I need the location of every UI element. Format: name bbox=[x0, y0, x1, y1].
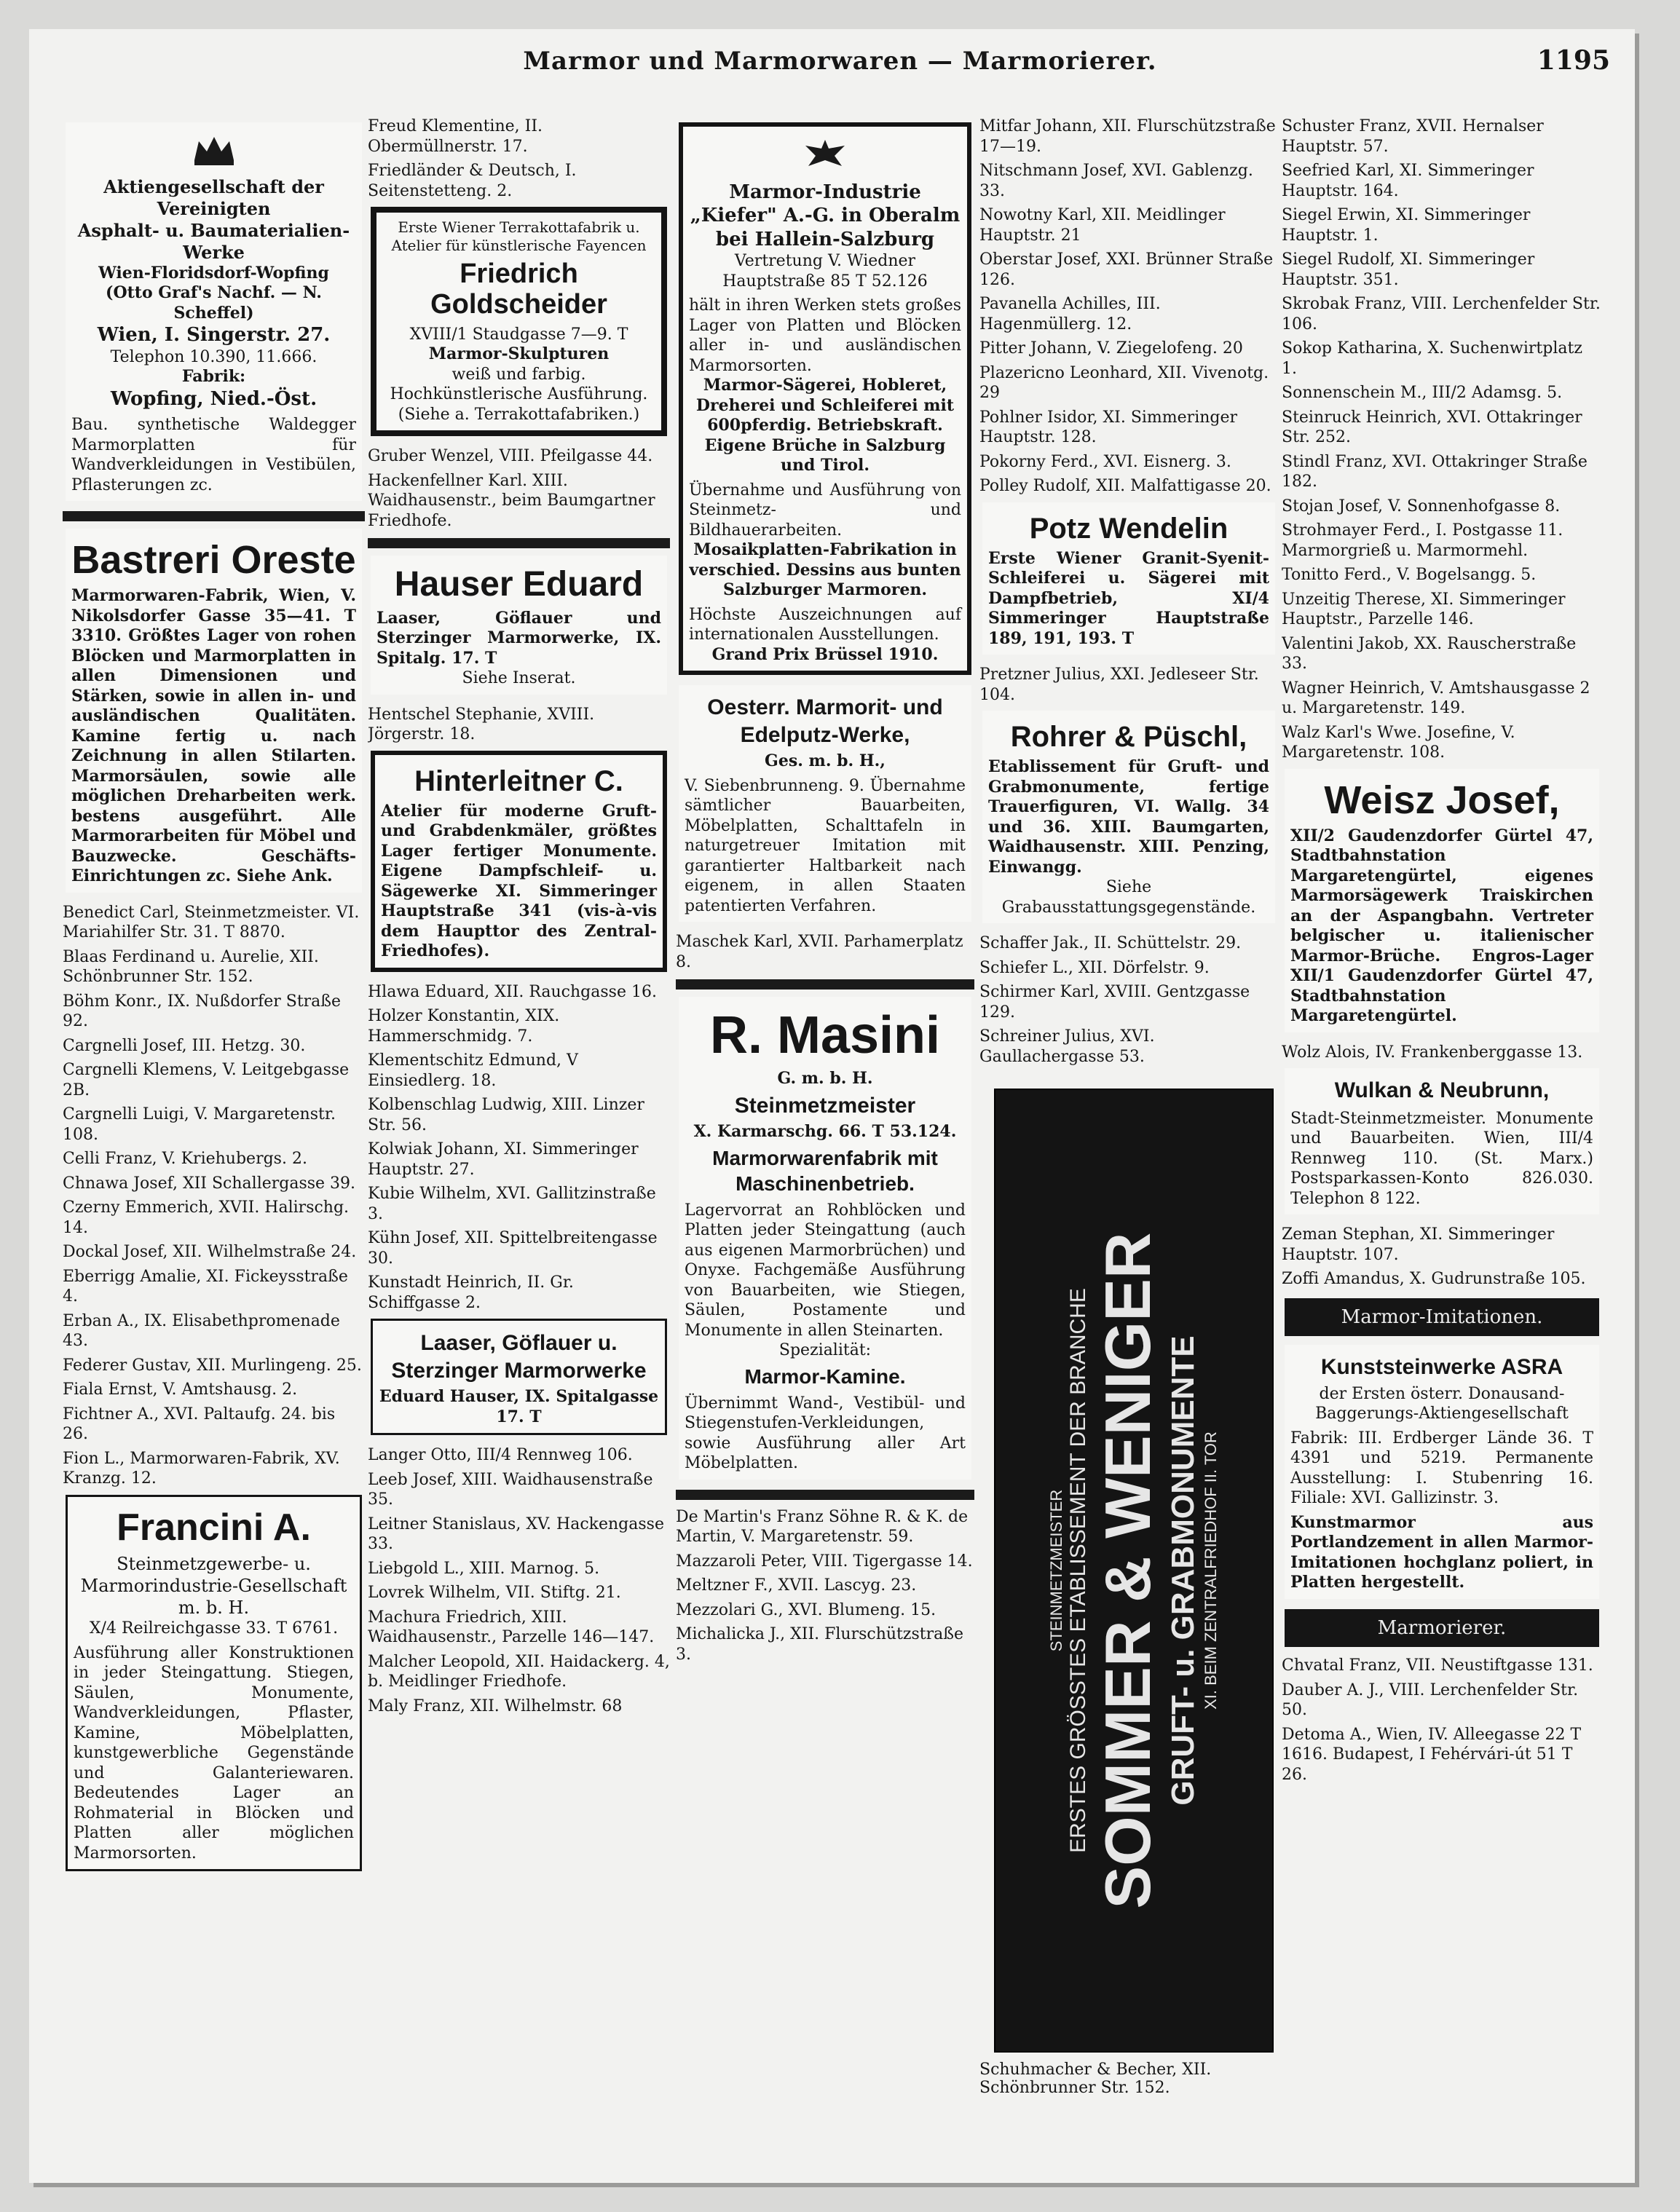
ad-highlight: Marmor-Kamine. bbox=[744, 1364, 906, 1388]
list-item: Maly Franz, XII. Wilhelmstr. 68 bbox=[368, 1696, 623, 1715]
list-item: Detoma A., Wien, IV. Alleegasse 22 T 1616. Budapest, I Fehérvári-út 51 T 26. bbox=[1282, 1725, 1582, 1784]
ad-line: Steinmetzmeister bbox=[734, 1093, 916, 1118]
list-item: Kunstadt Heinrich, II. Gr. Schiffgasse 2. bbox=[368, 1273, 574, 1312]
eagle-emblem-icon bbox=[800, 135, 851, 172]
ad-line: Spezialität: bbox=[778, 1341, 872, 1360]
list-item: Lovrek Wilhelm, VII. Stiftg. 21. bbox=[368, 1584, 621, 1603]
list-item: Klementschitz Edmund, V Einsiedlerg. 18. bbox=[368, 1051, 578, 1090]
list-item: Pokorny Ferd., XVI. Eisnerg. 3. bbox=[979, 452, 1231, 471]
ad-line: Ges. m. b. H., bbox=[765, 751, 886, 770]
crown-emblem-icon bbox=[189, 131, 240, 167]
list-item: Plazericno Leonhard, XII. Vivenotg. 29 bbox=[979, 363, 1269, 402]
ad-body: Erste Wiener Granit-Syenit-Schleiferei u. Sägerei mit Dampfbetrieb, XI/4 Simmeringer Hauptstraße 189, 191, 193. T bbox=[988, 548, 1269, 648]
ad-name: Hinterleitner C. bbox=[414, 765, 623, 797]
ad-body: Laaser, Göflauer und Sterzinger Marmorwerke, IX. Spitalg. 17. T bbox=[376, 608, 661, 668]
ad-line: G. m. b. H. bbox=[777, 1069, 873, 1089]
ad-body: Atelier für moderne Gruft- und Grabdenkmäler, größtes Lager fertiger Monumente. Eigene Dampfschleif- u. Sägewerke XI. Simmeringer Hauptstraße 341 (vis-à-vis dem Haupttor des Zentral-Friedhofes). bbox=[381, 801, 657, 961]
list-item: Dockal Josef, XII. Wilhelmstraße 24. bbox=[63, 1243, 357, 1262]
list-item: Holzer Konstantin, XIX. Hammerschmidg. 7. bbox=[368, 1007, 560, 1046]
column-2 bbox=[368, 116, 670, 2139]
ad-line: Asphalt- u. Baumaterialien-Werke bbox=[77, 219, 350, 263]
ad-masini bbox=[679, 997, 971, 1480]
list-item: Machura Friedrich, XIII. Waidhausenstr., Parzelle 146—147. bbox=[368, 1608, 655, 1647]
ad-line: Grand Prix Brüssel 1910. bbox=[711, 644, 939, 664]
list-item: Zoffi Amandus, X. Gudrunstraße 105. bbox=[1282, 1270, 1586, 1289]
ad-goldscheider bbox=[371, 207, 667, 436]
list-item: Mazzaroli Peter, VIII. Tigergasse 14. bbox=[676, 1552, 973, 1571]
list-item: Mezzolari G., XVI. Blumeng. 15. bbox=[676, 1600, 936, 1619]
entry-list bbox=[63, 903, 365, 1489]
list-item: Langer Otto, III/4 Rennweg 106. bbox=[368, 1446, 633, 1465]
ad-hinterleitner bbox=[371, 751, 667, 972]
ad-address: XVIII/1 Staudgasse 7—9. T bbox=[409, 325, 628, 344]
list-item: Siegel Erwin, XI. Simmeringer Hauptstr. 1. bbox=[1282, 206, 1531, 245]
divider bbox=[676, 1490, 974, 1500]
ad-hauser bbox=[371, 556, 667, 695]
list-item: Liebgold L., XIII. Marnog. 5. bbox=[368, 1559, 600, 1578]
list-item: Pitter Johann, V. Ziegelofeng. 20 bbox=[979, 339, 1243, 358]
ad-line: ERSTES GRÖSSTES ETABLISSEMENT DER BRANCHE bbox=[1066, 1288, 1090, 1853]
list-item: Pavanella Achilles, III. Hagenmüllerg. 12. bbox=[979, 295, 1161, 333]
section-heading-imitationen: Marmor-Imitationen. bbox=[1285, 1298, 1599, 1337]
list-item: Pretzner Julius, XXI. Jedleseer Str. 104. bbox=[979, 665, 1259, 704]
ad-reference: Siehe Inserat. bbox=[462, 669, 576, 688]
list-item: Kolbenschlag Ludwig, XIII. Linzer Str. 56. bbox=[368, 1096, 644, 1134]
ad-body: V. Siebenbrunneng. 9. Übernahme sämtlicher Bauarbeiten, Möbelplatten, Schalttafeln in naturgetreuer Imitation mit garantierter Haltbarkeit nach eigenem, in allen Staaten patentierten Verfahren. bbox=[685, 776, 966, 915]
ad-body: XII/2 Gaudenzdorfer Gürtel 47, Stadtbahnstation Margaretengürtel, eigenes Marmorsägewerk Traiskirchen an der Aspangbahn. Vertreter belgischer u. italienischer Marmor-Brüche. Engros-Lager XII/1 Gaudenzdorfer Gürtel 47, Stadtbahnstation Margaretengürtel. bbox=[1290, 826, 1593, 1026]
ad-highlight: Mosaikplatten-Fabrikation in verschied. Dessins aus bunten Salzburger Marmoren. bbox=[689, 540, 961, 599]
ad-line: Hochkünstlerische Ausführung. bbox=[390, 385, 648, 404]
ad-name: Potz Wendelin bbox=[1029, 512, 1229, 545]
list-item: Cargnelli Luigi, V. Margaretenstr. 108. bbox=[63, 1105, 336, 1144]
ad-line: Steinmetzgewerbe- u. Marmorindustrie-Gesellschaft m. b. H. bbox=[80, 1554, 347, 1619]
list-item: Malcher Leopold, XII. Haidackerg. 4, b. Meidlinger Friedhofe. bbox=[368, 1652, 670, 1691]
list-item: Eberrigg Amalie, XI. Fickeysstraße 4. bbox=[63, 1267, 348, 1306]
ad-marmorit bbox=[679, 685, 971, 922]
list-item: Fichtner A., XVI. Paltaufg. 24. bis 26. bbox=[63, 1405, 336, 1444]
list-item: Federer Gustav, XII. Murlingeng. 25. bbox=[63, 1356, 362, 1375]
ad-francini bbox=[66, 1495, 362, 1871]
page-number: 1195 bbox=[1537, 45, 1610, 76]
ad-address: XI. BEIM ZENTRALFRIEDHOF II. TOR bbox=[1202, 1431, 1220, 1710]
ad-line: STEINMETZMEISTER bbox=[1047, 1489, 1065, 1652]
ad-name: Kunststeinwerke ASRA bbox=[1320, 1355, 1563, 1380]
ad-name: Oesterr. Marmorit- und Edelputz-Werke, bbox=[707, 695, 943, 747]
column-5 bbox=[1282, 116, 1602, 2139]
list-item: Blaas Ferdinand u. Aurelie, XII. Schönbrunner Str. 152. bbox=[63, 947, 319, 987]
column-1 bbox=[63, 116, 365, 2139]
list-item: Hentschel Stephanie, XVIII. Jörgerstr. 18. bbox=[368, 705, 595, 744]
list-item: Leitner Stanislaus, XV. Hackengasse 33. bbox=[368, 1514, 664, 1554]
column-3 bbox=[676, 116, 974, 2139]
list-item: Hackenfellner Karl. XIII. Waidhausenstr., beim Baumgartner Friedhofe. bbox=[368, 471, 655, 530]
list-item: Chnawa Josef, XII Schallergasse 39. bbox=[63, 1174, 356, 1193]
divider bbox=[368, 538, 670, 548]
list-item: Oberstar Josef, XXI. Brünner Straße 126. bbox=[979, 250, 1274, 289]
list-item: Nowotny Karl, XII. Meidlinger Hauptstr. 21 bbox=[979, 206, 1226, 245]
list-item: Benedict Carl, Steinmetzmeister. VI. Mariahilfer Str. 31. T 8870. bbox=[63, 903, 360, 942]
ad-rohrer bbox=[982, 711, 1275, 923]
ad-phone: Telephon 10.390, 11.666. bbox=[110, 347, 318, 366]
list-item: Stojan Josef, V. Sonnenhofgasse 8. bbox=[1282, 497, 1561, 516]
ad-body: Etablissement für Gruft- und Grabmonumente, fertige Trauerfiguren, VI. Wallg. 34 und 36. XIII. Baumgarten, Waidhausenstr. XIII. Penzing, Einwangg. bbox=[988, 757, 1269, 877]
ad-line: Fabrik: bbox=[181, 367, 246, 386]
list-item: Schirmer Karl, XVIII. Gentzgasse 129. bbox=[979, 983, 1250, 1022]
ad-highlight: Marmor-Sägerei, Hobleret, Dreherei und Schleiferei mit 600pferdig. Betriebskraft. bbox=[695, 376, 955, 435]
list-item: Meltzner F., XVII. Lascyg. 23. bbox=[676, 1576, 917, 1595]
list-item: Tonitto Ferd., V. Bogelsangg. 5. bbox=[1282, 566, 1537, 584]
list-item: Michalicka J., XII. Flurschützstraße 3. bbox=[676, 1625, 963, 1664]
ad-name: SOMMER & WENIGER bbox=[1092, 1232, 1164, 1909]
ad-body: Lagervorrat an Rohblöcken und Platten jeder Steingattung (auch aus eigenen Marmorbrüchen) und Onyxe. Fachgemäße Ausführung von Bauarbeiten, wie Stiegen, Säulen, Postamente und Monumente in allen Steinarten. bbox=[685, 1201, 966, 1340]
list-item: De Martin's Franz Söhne R. & K. de Martin, V. Margaretenstr. 59. bbox=[676, 1507, 969, 1547]
ad-body: Marmorwaren-Fabrik, Wien, V. Nikolsdorfer Gasse 35—41. T 3310. Größtes Lager von rohen Blöcken und Marmorplatten in allen Dimensionen und Stärken, sowie in allen in- und ausländischen Qualitäten. Kamine fertig u. nach Zeichnung in allen Stilarten. Marmorsäulen, sowie alle möglichen Dreharbeiten werk. bestens ausgeführt. Alle Marmorarbeiten für Möbel und Bauzwecke. Geschäfts-Einrichtungen zc. Siehe Ank. bbox=[71, 586, 356, 886]
ad-address: X/4 Reilreichgasse 33. T 6761. bbox=[89, 1619, 339, 1638]
list-item: Zeman Stephan, XI. Simmeringer Hauptstr. 107. bbox=[1282, 1225, 1555, 1264]
ad-line: (Siehe a. Terrakottafabriken.) bbox=[398, 405, 640, 424]
ad-name: Francini A. bbox=[117, 1506, 311, 1549]
list-item: Seefried Karl, XI. Simmeringer Hauptstr. 164. bbox=[1282, 162, 1534, 200]
list-item: Friedländer & Deutsch, I. Seitenstetteng. 2. bbox=[368, 162, 577, 200]
list-item: Schuhmacher & Becher, XII. Schönbrunner Str. 152. bbox=[979, 2061, 1212, 2097]
list-item: Schuster Franz, XVII. Hernalser Hauptstr. 57. bbox=[1282, 117, 1544, 156]
ad-line: Aktiengesellschaft der Vereinigten bbox=[103, 175, 324, 219]
list-item: Schreiner Julius, XVI. Gaullachergasse 53. bbox=[979, 1027, 1155, 1066]
ad-body: Ausführung aller Konstruktionen in jeder Steingattung. Stiegen, Säulen, Monumente, Wandverkleidungen, Pflaster, Kamine, Möbelplatten, kunstgewerbliche Gegenstände und Galanteriewaren. Bedeutendes Lager an Rohmaterial in Blöcken und Platten aller möglichen Marmorsorten. bbox=[74, 1643, 354, 1863]
ad-body: Übernahme und Ausführung von Steinmetz- und Bildhauerarbeiten. bbox=[689, 481, 961, 540]
list-item: Walz Karl's Wwe. Josefine, V. Margaretenstr. 108. bbox=[1282, 723, 1515, 762]
ad-line: weiß und farbig. bbox=[451, 365, 586, 384]
ad-body: Höchste Auszeichnungen auf internationalen Ausstellungen. bbox=[689, 605, 961, 644]
ad-name: Rohrer & Püschl, bbox=[1010, 721, 1247, 753]
list-item: Mitfar Johann, XII. Flurschützstraße 17—19. bbox=[979, 117, 1276, 156]
list-item: Wagner Heinrich, V. Amtshausgasse 2 u. Margaretenstr. 149. bbox=[1282, 679, 1590, 717]
ad-address: X. Karmarschg. 66. T 53.124. bbox=[693, 1122, 957, 1142]
list-item: Kubie Wilhelm, XVI. Gallitzinstraße 3. bbox=[368, 1185, 656, 1223]
list-item: Unzeitig Therese, XI. Simmeringer Hauptstr., Parzelle 146. bbox=[1282, 590, 1566, 628]
list-item: Hlawa Eduard, XII. Rauchgasse 16. bbox=[368, 982, 657, 1001]
list-item: Dauber A. J., VIII. Lerchenfelder Str. 50. bbox=[1282, 1680, 1579, 1720]
ad-address: Vertretung V. Wiedner Hauptstraße 85 T 52.126 bbox=[722, 252, 928, 291]
list-item: Schaffer Jak., II. Schüttelstr. 29. bbox=[979, 934, 1242, 952]
ad-reference: Siehe Grabausstattungsgegenstände. bbox=[1001, 878, 1256, 917]
list-item: Czerny Emmerich, XVII. Halirschg. 14. bbox=[63, 1198, 350, 1237]
list-item: Cargnelli Klemens, V. Leitgebgasse 2B. bbox=[63, 1061, 350, 1099]
ad-asra bbox=[1285, 1345, 1599, 1599]
list-item: Sokop Katharina, X. Suchenwirtplatz 1. bbox=[1282, 339, 1582, 378]
ad-body: Bau. synthetische Waldegger Marmorplatten für Wandverkleidungen in Vestibülen, Pflasterungen zc. bbox=[71, 416, 356, 494]
ad-name: Laaser, Göflauer u. Sterzinger Marmorwerke bbox=[391, 1331, 647, 1383]
ad-name: R. Masini bbox=[709, 1006, 941, 1064]
ad-line: Wopfing, Nied.-Öst. bbox=[110, 387, 318, 410]
ad-asphalt-werke bbox=[66, 122, 362, 501]
ad-name: Marmor-Industrie „Kiefer" A.-G. in Oberalm bei Hallein-Salzburg bbox=[690, 181, 961, 250]
ad-body: hält in ihren Werken stets großes Lager von Platten und Blöcken aller in- und ausländischen Marmorsorten. bbox=[689, 296, 961, 375]
ad-rotated-text bbox=[1047, 1233, 1220, 1909]
list-item: Fion L., Marmorwaren-Fabrik, XV. Kranzg. 12. bbox=[63, 1449, 340, 1488]
list-item: Kolwiak Johann, XI. Simmeringer Hauptstr. 27. bbox=[368, 1140, 639, 1179]
ad-subtitle: GRUFT- u. GRABMONUMENTE bbox=[1165, 1335, 1201, 1806]
ad-name: Bastreri Oreste bbox=[71, 538, 356, 582]
list-item: Siegel Rudolf, XI. Simmeringer Hauptstr. 351. bbox=[1282, 250, 1535, 289]
ad-bastreri bbox=[66, 529, 362, 893]
ad-laaser bbox=[371, 1319, 667, 1435]
list-item: Kühn Josef, XII. Spittelbreitengasse 30. bbox=[368, 1229, 658, 1268]
divider bbox=[63, 511, 365, 521]
list-item: Polley Rudolf, XII. Malfattigasse 20. bbox=[979, 477, 1271, 495]
list-item: Erban A., IX. Elisabethpromenade 43. bbox=[63, 1311, 340, 1351]
divider bbox=[676, 979, 974, 990]
ad-name: Weisz Josef, bbox=[1324, 778, 1560, 822]
ad-line: Marmorwarenfabrik mit Maschinenbetrieb. bbox=[712, 1146, 938, 1195]
list-item: Leeb Josef, XIII. Waidhausenstraße 35. bbox=[368, 1470, 653, 1509]
list-item: Freud Klementine, II. Obermüllnerstr. 17. bbox=[368, 117, 543, 156]
list-item: Fiala Ernst, V. Amtshausg. 2. bbox=[63, 1380, 298, 1399]
ad-highlight: Eigene Brüche in Salzburg und Tirol. bbox=[704, 435, 946, 475]
list-item: Böhm Konr., IX. Nußdorfer Straße 92. bbox=[63, 992, 342, 1031]
list-item: Maschek Karl, XVII. Parhamerplatz 8. bbox=[676, 933, 963, 971]
ad-body: Stadt-Steinmetzmeister. Monumente und Bauarbeiten. Wien, III/4 Rennweg 110. (St. Marx.) Postsparkassen-Konto 826.030. Telephon 8 122. bbox=[1290, 1109, 1593, 1208]
ad-name: Friedrich Goldscheider bbox=[430, 258, 607, 320]
list-item: Nitschmann Josef, XVI. Gablenzg. 33. bbox=[979, 162, 1253, 200]
ad-weisz bbox=[1285, 769, 1599, 1032]
section-heading-marmorierer: Marmorierer. bbox=[1285, 1609, 1599, 1648]
ad-kiefer bbox=[679, 122, 971, 675]
ad-name: Hauser Eduard bbox=[394, 565, 644, 604]
list-item: Gruber Wenzel, VIII. Pfeilgasse 44. bbox=[368, 447, 653, 466]
ad-sommer-weniger bbox=[994, 1089, 1274, 2053]
ad-address: Wien, I. Singerstr. 27. bbox=[97, 324, 331, 346]
list-item: Cargnelli Josef, III. Hetzg. 30. bbox=[63, 1036, 306, 1055]
ad-line: Erste Wiener Terrakottafabrik u. Atelier für künstlerische Fayencen bbox=[391, 218, 647, 254]
ad-body: Fabrik: III. Erdberger Lände 36. T 4391 und 5219. Permanente Ausstellung: I. Stubenring 16. Filiale: XVI. Gallizinstr. 3. bbox=[1290, 1429, 1593, 1508]
ad-line: Wien-Floridsdorf-Wopfing bbox=[98, 263, 329, 283]
list-item: Wolz Alois, IV. Frankenberggasse 13. bbox=[1282, 1043, 1583, 1062]
list-item: Strohmayer Ferd., I. Postgasse 11. Marmorgrieß u. Marmormehl. bbox=[1282, 521, 1563, 560]
running-title: Marmor und Marmorwaren — Marmorierer. bbox=[523, 47, 1157, 76]
ad-potz bbox=[982, 502, 1275, 655]
list-item: Celli Franz, V. Kriehubergs. 2. bbox=[63, 1150, 307, 1169]
list-item: Steinruck Heinrich, XVI. Ottakringer Str. 252. bbox=[1282, 408, 1582, 446]
list-item: Pohlner Isidor, XI. Simmeringer Hauptstr. 128. bbox=[979, 408, 1238, 446]
list-item: Stindl Franz, XVI. Ottakringer Straße 182. bbox=[1282, 452, 1588, 491]
ad-line: der Ersten österr. Donausand-Baggerungs-Aktiengesellschaft bbox=[1315, 1384, 1569, 1423]
ad-line: Marmor-Skulpturen bbox=[428, 344, 610, 364]
list-item: Skrobak Franz, VIII. Lerchenfelder Str. 106. bbox=[1282, 295, 1601, 333]
ad-body: Übernimmt Wand-, Vestibül- und Stiegenstufen-Verkleidungen, sowie Ausführung aller Art Möbelplatten. bbox=[685, 1394, 966, 1473]
list-item: Chvatal Franz, VII. Neustiftgasse 131. bbox=[1282, 1656, 1593, 1675]
ad-highlight: Kunstmarmor aus Portlandzement in allen Marmor-Imitationen hochglanz poliert, in Platten hergestellt. bbox=[1290, 1512, 1593, 1592]
ad-line: (Otto Graf's Nachf. — N. Scheffel) bbox=[106, 283, 322, 323]
ad-body: Eduard Hauser, IX. Spitalgasse 17. T bbox=[379, 1387, 659, 1426]
ad-name: Wulkan & Neubrunn, bbox=[1334, 1078, 1550, 1103]
list-item: Valentini Jakob, XX. Rauscherstraße 33. bbox=[1282, 634, 1577, 673]
ad-wulkan bbox=[1285, 1068, 1599, 1214]
list-item: Schiefer L., XII. Dörfelstr. 9. bbox=[979, 958, 1210, 977]
list-item: Sonnenschein M., III/2 Adamsg. 5. bbox=[1282, 384, 1563, 402]
